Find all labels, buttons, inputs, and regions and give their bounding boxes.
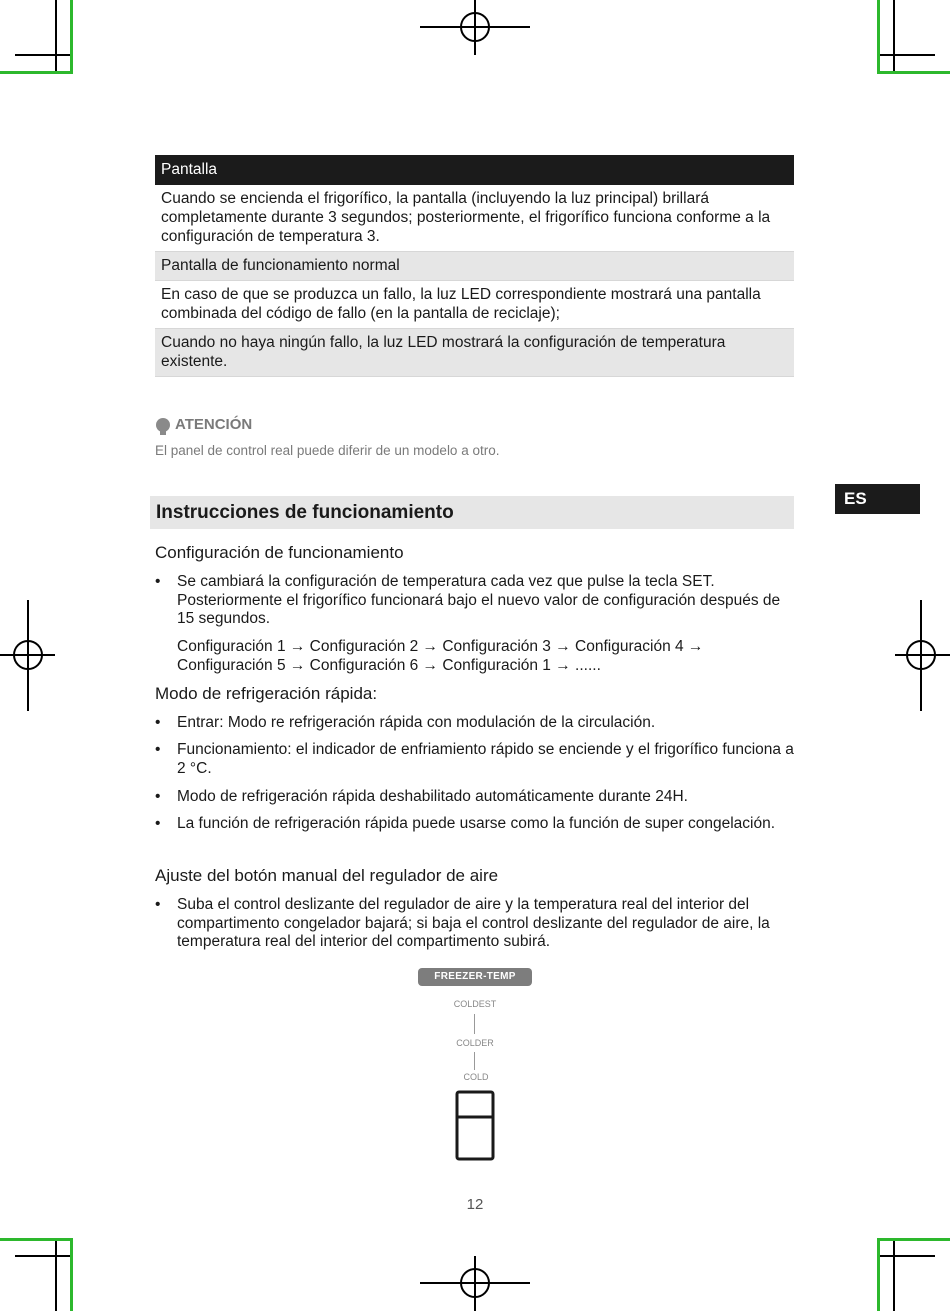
level-label-cold: COLD [463, 1072, 489, 1082]
freezer-temp-badge: FREEZER-TEMP [418, 968, 532, 986]
attention-text: El panel de control real puede diferir de un modelo a otro. [155, 443, 500, 458]
display-table [155, 155, 794, 377]
section-title: Instrucciones de funcionamiento [156, 502, 454, 523]
crop-mark-green [0, 71, 73, 74]
bullet-symbol: • [155, 788, 161, 805]
page-number: 12 [466, 1196, 484, 1213]
bullet-symbol: • [155, 741, 161, 758]
crop-mark [15, 1255, 72, 1257]
attention-title: ATENCIÓN [175, 416, 253, 433]
lightbulb-icon [156, 418, 170, 432]
bullet-symbol: • [155, 714, 161, 731]
config-heading: Configuración de funcionamiento [155, 543, 404, 562]
level-label-colder: COLDER [456, 1038, 494, 1048]
crop-mark-green [877, 1238, 880, 1311]
table-row: En caso de que se produzca un fallo, la luz LED correspondiente mostrará una pantalla combinada del código de fallo (en la pantalla de reciclaje); [155, 281, 794, 329]
bullet-symbol: • [155, 573, 161, 590]
air-bullet-text: Suba el control deslizante del regulador de aire y la temperatura real del interior del compartimento congelador bajará; si baja el control deslizante del regulador de aire, la temperatura real del interior del compartimento subirá. [177, 896, 770, 950]
crop-mark [878, 1255, 935, 1257]
bullet-symbol: • [155, 815, 161, 832]
crop-mark-green [70, 0, 73, 74]
crop-mark [55, 1240, 57, 1311]
config-bullet-text: Se cambiará la configuración de temperatura cada vez que pulse la tecla SET. Posteriormente el frigorífico funcionará bajo el nuevo valor de configuración después de 15 segundos. [177, 573, 781, 627]
crop-mark-green [70, 1238, 73, 1311]
crop-mark-green [877, 71, 950, 74]
crop-mark-green [0, 1238, 73, 1241]
rapid-bullet-text: Entrar: Modo re refrigeración rápida con modulación de la circulación. [177, 714, 656, 731]
registration-mark [13, 640, 43, 670]
crop-mark [893, 0, 895, 72]
crop-mark [878, 54, 935, 56]
level-connector [474, 1014, 475, 1034]
crop-mark [15, 54, 72, 56]
rapid-bullet-text: Modo de refrigeración rápida deshabilitado automáticamente durante 24H. [177, 788, 688, 805]
bullet-symbol: • [155, 896, 161, 913]
air-heading: Ajuste del botón manual del regulador de aire [155, 866, 499, 885]
crop-mark-green [877, 1238, 950, 1241]
registration-mark [460, 1268, 490, 1298]
table-row: Pantalla de funcionamiento normal [155, 252, 794, 281]
table-row: Cuando se encienda el frigorífico, la pantalla (incluyendo la luz principal) brillará completamente durante 3 segundos; posteriormente, el frigorífico funciona conforme a la configuración de temperatura 3. [155, 185, 794, 252]
refrigerator-icon [454, 1089, 496, 1163]
config-sequence: Configuración 1 → Configuración 2 → Configuración 3 → Configuración 4 → Configuración 5 → Configuración 6 → Configuración 1 → ...... [177, 638, 704, 674]
crop-mark [893, 1240, 895, 1311]
registration-mark [460, 12, 490, 42]
language-tab: ES [835, 484, 920, 514]
rapid-heading: Modo de refrigeración rápida: [155, 684, 378, 703]
crop-mark [55, 0, 57, 72]
fridge-body [457, 1092, 493, 1159]
level-label-coldest: COLDEST [453, 999, 497, 1009]
level-connector [474, 1052, 475, 1070]
crop-mark-green [877, 0, 880, 74]
section-header [150, 496, 794, 529]
registration-mark [906, 640, 936, 670]
table-header: Pantalla [155, 155, 794, 185]
rapid-bullet-text: Funcionamiento: el indicador de enfriamiento rápido se enciende y el frigorífico funciona a 2 °C. [177, 741, 794, 777]
table-row: Cuando no haya ningún fallo, la luz LED mostrará la configuración de temperatura existente. [155, 329, 794, 377]
rapid-bullet-text: La función de refrigeración rápida puede usarse como la función de super congelación. [177, 815, 775, 832]
